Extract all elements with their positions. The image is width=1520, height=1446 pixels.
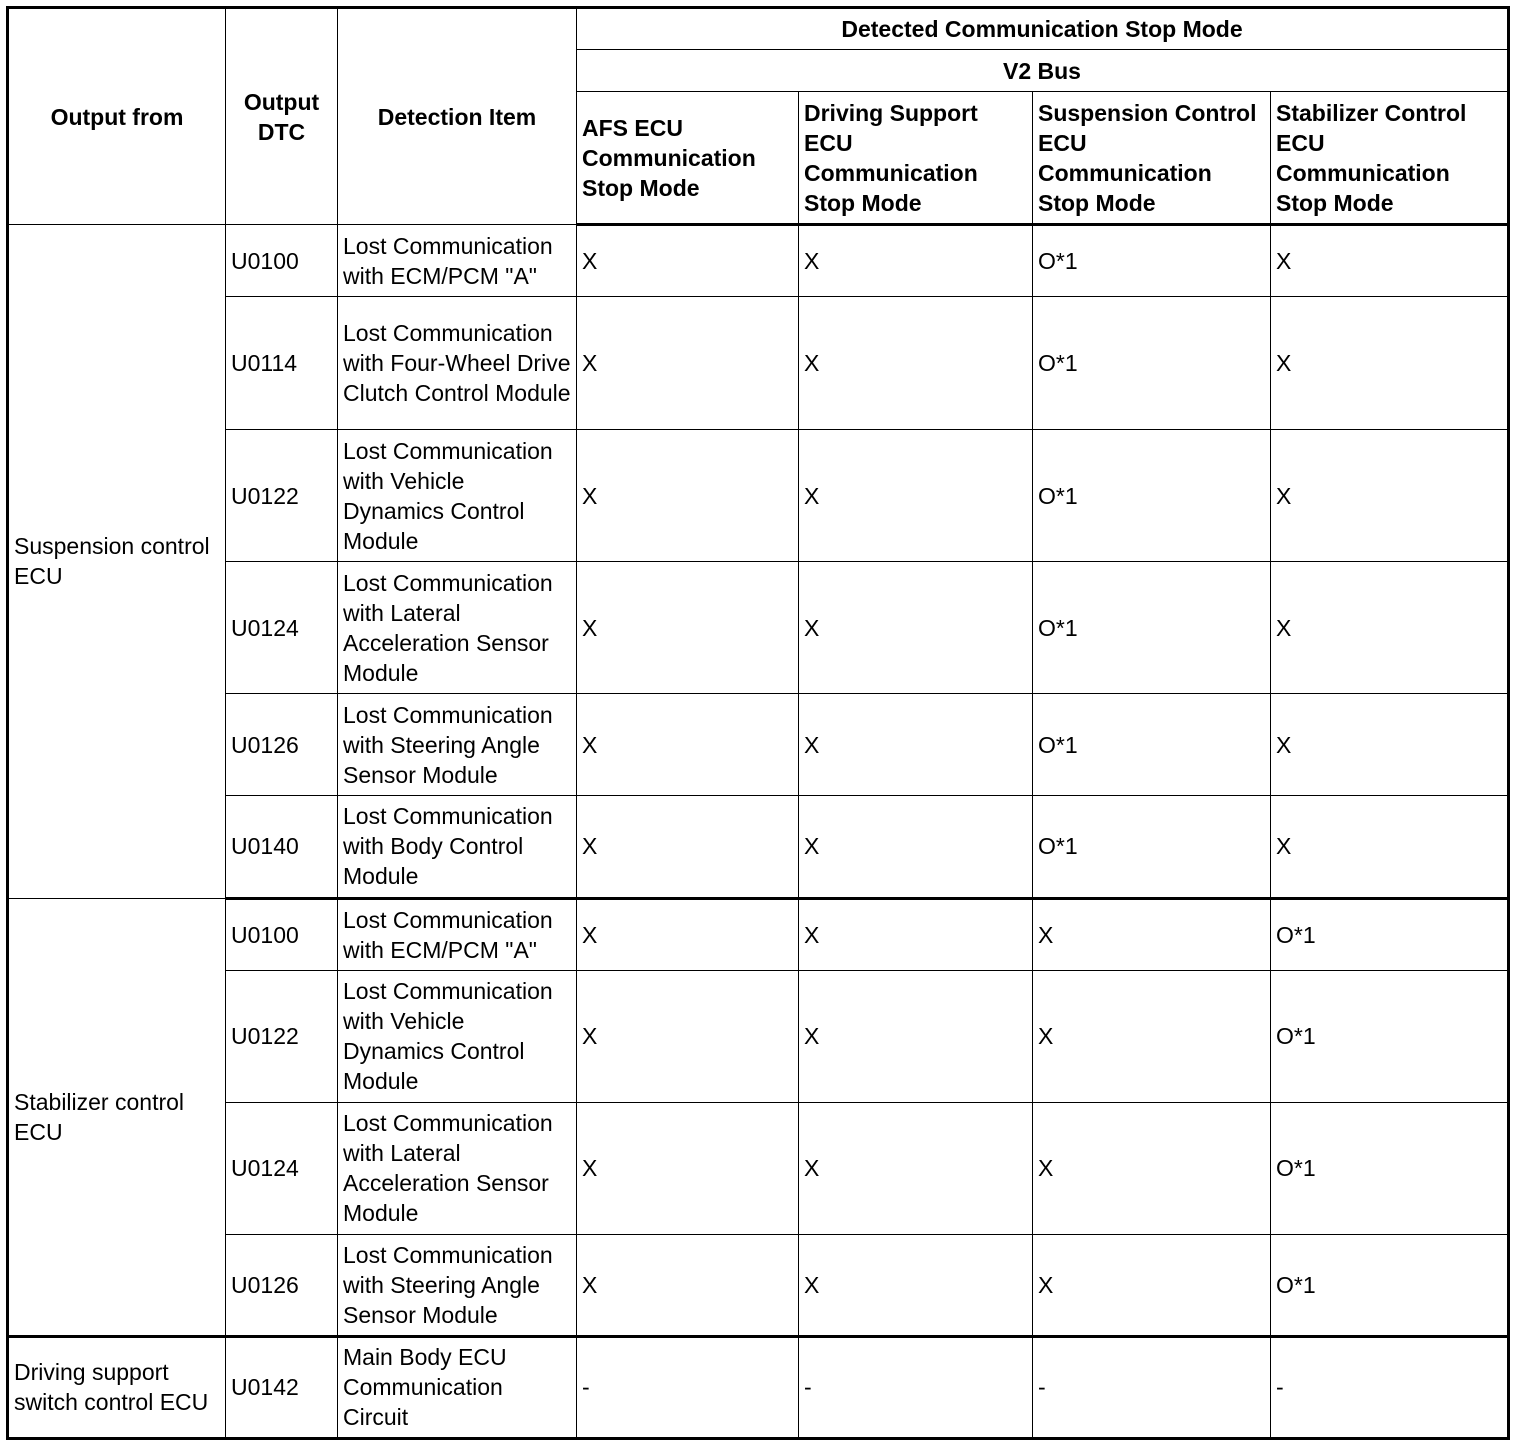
stabilizer-mode-value: X <box>1271 796 1509 898</box>
dtc-code: U0126 <box>226 1234 338 1336</box>
suspension-mode-value: O*1 <box>1033 694 1271 796</box>
table-row <box>8 562 1509 694</box>
dtc-code: U0142 <box>226 1336 338 1438</box>
detection-item: Lost Communication with Lateral Acceleration Sensor Module <box>338 1102 577 1234</box>
driving-support-mode-value: X <box>799 1234 1033 1336</box>
detection-item: Main Body ECU Communication Circuit <box>338 1336 577 1438</box>
header-mode-afs: AFS ECU Communication Stop Mode <box>577 92 799 225</box>
detection-item: Lost Communication with Four-Wheel Drive Clutch Control Module <box>338 297 577 430</box>
afs-mode-value: X <box>577 898 799 970</box>
dtc-code: U0124 <box>226 562 338 694</box>
driving-support-mode-value: X <box>799 796 1033 898</box>
driving-support-mode-value: X <box>799 225 1033 297</box>
header-output-from: Output from <box>8 8 226 225</box>
dtc-table <box>6 6 1510 1440</box>
stabilizer-mode-value: O*1 <box>1271 898 1509 970</box>
afs-mode-value: X <box>577 1234 799 1336</box>
suspension-mode-value: O*1 <box>1033 430 1271 562</box>
detection-item: Lost Communication with Body Control Module <box>338 796 577 898</box>
dtc-code: U0114 <box>226 297 338 430</box>
afs-mode-value: X <box>577 297 799 430</box>
dtc-code: U0100 <box>226 898 338 970</box>
stabilizer-mode-value: X <box>1271 562 1509 694</box>
suspension-mode-value: - <box>1033 1336 1271 1438</box>
dtc-code: U0122 <box>226 970 338 1102</box>
header-mode-driving-support: Driving Support ECU Communication Stop Mode <box>799 92 1033 225</box>
afs-mode-value: X <box>577 562 799 694</box>
dtc-code: U0140 <box>226 796 338 898</box>
afs-mode-value: X <box>577 694 799 796</box>
stabilizer-mode-value: X <box>1271 297 1509 430</box>
driving-support-mode-value: X <box>799 430 1033 562</box>
detection-item: Lost Communication with ECM/PCM "A" <box>338 898 577 970</box>
dtc-code: U0100 <box>226 225 338 297</box>
dtc-code: U0126 <box>226 694 338 796</box>
stabilizer-mode-value: O*1 <box>1271 970 1509 1102</box>
table-row <box>8 898 1509 970</box>
stabilizer-mode-value: X <box>1271 694 1509 796</box>
header-output-dtc: Output DTC <box>226 8 338 225</box>
driving-support-mode-value: X <box>799 970 1033 1102</box>
group-output-from: Driving support switch control ECU <box>8 1336 226 1438</box>
suspension-mode-value: O*1 <box>1033 796 1271 898</box>
afs-mode-value: X <box>577 1102 799 1234</box>
driving-support-mode-value: X <box>799 898 1033 970</box>
afs-mode-value: X <box>577 430 799 562</box>
driving-support-mode-value: X <box>799 562 1033 694</box>
driving-support-mode-value: X <box>799 297 1033 430</box>
header-mode-stabilizer: Stabilizer Control ECU Communication Stop Mode <box>1271 92 1509 225</box>
suspension-mode-value: X <box>1033 1234 1271 1336</box>
header-mode-suspension: Suspension Control ECU Communication Stop Mode <box>1033 92 1271 225</box>
afs-mode-value: X <box>577 796 799 898</box>
table-row <box>8 970 1509 1102</box>
afs-mode-value: X <box>577 970 799 1102</box>
suspension-mode-value: O*1 <box>1033 225 1271 297</box>
driving-support-mode-value: X <box>799 1102 1033 1234</box>
stabilizer-mode-value: - <box>1271 1336 1509 1438</box>
dtc-code: U0124 <box>226 1102 338 1234</box>
detection-item: Lost Communication with Steering Angle Sensor Module <box>338 1234 577 1336</box>
stabilizer-mode-value: O*1 <box>1271 1102 1509 1234</box>
afs-mode-value: X <box>577 225 799 297</box>
driving-support-mode-value: X <box>799 694 1033 796</box>
stabilizer-mode-value: O*1 <box>1271 1234 1509 1336</box>
detection-item: Lost Communication with Lateral Acceleration Sensor Module <box>338 562 577 694</box>
header-detected-mode: Detected Communication Stop Mode <box>577 8 1509 50</box>
table-row <box>8 225 1509 297</box>
table-row <box>8 1102 1509 1234</box>
detection-item: Lost Communication with Vehicle Dynamics Control Module <box>338 430 577 562</box>
table-row <box>8 796 1509 898</box>
driving-support-mode-value: - <box>799 1336 1033 1438</box>
group-output-from: Stabilizer control ECU <box>8 898 226 1336</box>
table-row <box>8 430 1509 562</box>
afs-mode-value: - <box>577 1336 799 1438</box>
header-detection-item: Detection Item <box>338 8 577 225</box>
stabilizer-mode-value: X <box>1271 430 1509 562</box>
group-output-from: Suspension control ECU <box>8 225 226 899</box>
table-row <box>8 297 1509 430</box>
table-row <box>8 1234 1509 1336</box>
header-bus: V2 Bus <box>577 50 1509 92</box>
suspension-mode-value: X <box>1033 1102 1271 1234</box>
stabilizer-mode-value: X <box>1271 225 1509 297</box>
table-row <box>8 1336 1509 1438</box>
suspension-mode-value: X <box>1033 970 1271 1102</box>
suspension-mode-value: X <box>1033 898 1271 970</box>
suspension-mode-value: O*1 <box>1033 297 1271 430</box>
detection-item: Lost Communication with Vehicle Dynamics Control Module <box>338 970 577 1102</box>
detection-item: Lost Communication with Steering Angle Sensor Module <box>338 694 577 796</box>
detection-item: Lost Communication with ECM/PCM "A" <box>338 225 577 297</box>
suspension-mode-value: O*1 <box>1033 562 1271 694</box>
dtc-code: U0122 <box>226 430 338 562</box>
table-row <box>8 694 1509 796</box>
